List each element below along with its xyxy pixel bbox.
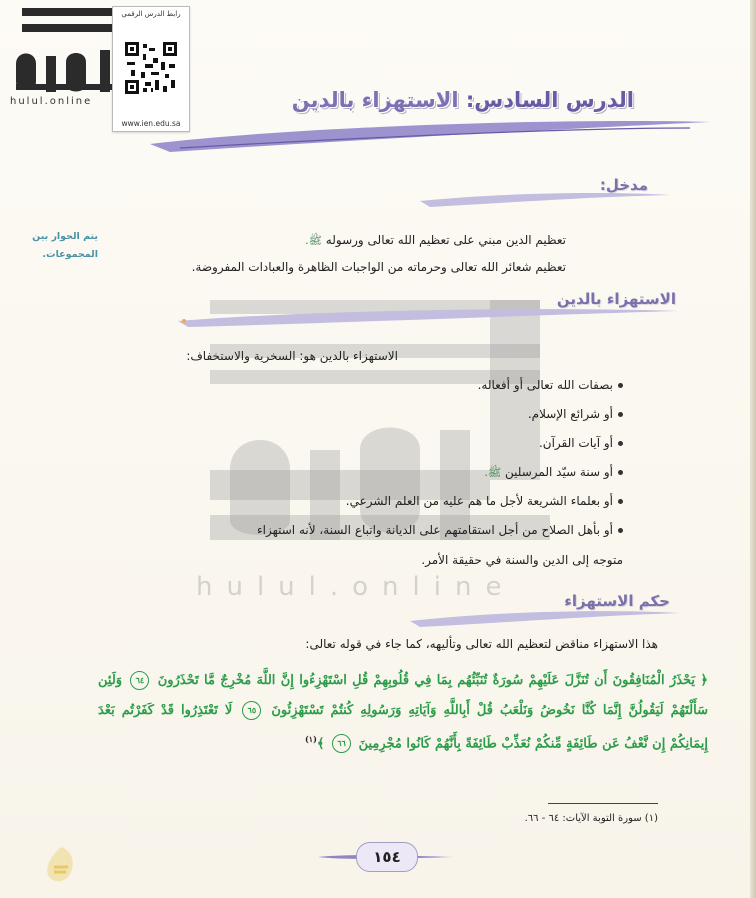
side-note-line1: يتم الحوار بين — [32, 231, 98, 242]
intro-header: مدخل: — [599, 176, 648, 194]
qr-url[interactable]: www.ien.edu.sa — [121, 119, 181, 128]
bullet-icon — [618, 441, 623, 446]
lesson-number: الدرس السادس: — [465, 88, 634, 112]
ruling-intro: هذا الاستهزاء مناقض لتعظيم الله تعالى وتأليهه، كما جاء في قوله تعالى: — [305, 637, 658, 651]
salutation-mark: ﷺ. — [484, 466, 502, 479]
mockery-item-text: أو شرائع الإسلام. — [527, 407, 613, 421]
page-number: ١٥٤ — [356, 842, 418, 872]
qr-caption: رابط الدرس الرقمي — [121, 10, 181, 18]
ayah-number-icon: ٦٤ — [130, 671, 149, 690]
title-swoosh — [150, 114, 710, 158]
footnote-divider — [548, 803, 658, 804]
verse-part: وَلَئِن سَأَلْتَهُمْ لَيَقُولُنَّ إِنَّمَا كُنَّا نَخُوضُ وَنَلْعَبُ قُلْ أَبِاللَّهِ وَآيَاتِهِ وَرَسُولِهِ كُنتُمْ تَسْتَهْزِئُونَ — [98, 673, 708, 718]
bullet-icon — [618, 499, 623, 504]
bullet-icon — [618, 383, 623, 388]
footnote: (١) سورة التوبة الآيات: ٦٤ - ٦٦. — [524, 813, 658, 824]
mockery-item-text: بصفات الله تعالى أو أفعاله. — [477, 378, 613, 392]
mockery-item — [539, 436, 623, 450]
mockery-item — [478, 378, 623, 392]
verse-part: لَا تَعْتَذِرُوا قَدْ كَفَرْتُم بَعْدَ إِيمَانِكُمْ إِن نَّعْفُ عَن طَائِفَةٍ مِّنكُمْ نُعَذِّبْ طَائِفَةً بِأَنَّهُمْ كَانُوا مُجْرِمِينَ — [98, 702, 708, 752]
bullet-icon — [618, 470, 623, 475]
mockery-item-text: أو سنة سيّد المرسلين — [505, 465, 613, 479]
footnote-reference: (١) — [304, 734, 317, 744]
qr-code-icon — [125, 23, 177, 113]
mockery-item — [257, 523, 623, 537]
verse-close: ﴾ — [316, 736, 325, 752]
bullet-icon — [618, 412, 623, 417]
lesson-title — [292, 88, 634, 112]
salutation-mark: ﷺ. — [305, 234, 322, 247]
quran-verse — [98, 666, 708, 759]
intro-line-2: تعظيم شعائر الله تعالى وحرماته من الواجبات الظاهرة والعبادات المفروضة. — [191, 260, 566, 274]
mockery-item-text: أو بعلماء الشريعة لأجل ما هم عليه من العلم الشرعي. — [345, 494, 613, 508]
watermark-text: hulul.online — [196, 572, 516, 602]
lesson-name: الاستهزاء بالدين — [291, 88, 459, 112]
mockery-definition: الاستهزاء بالدين هو: السخرية والاستخفاف: — [186, 349, 398, 363]
bullet-icon — [618, 528, 623, 533]
watermark-small-text: hulul.online — [10, 96, 93, 107]
page-edge — [750, 0, 756, 898]
corner-ornament-icon — [44, 845, 78, 885]
side-note-line2: المجموعات. — [42, 249, 98, 261]
mockery-item-text: أو بأهل الصلاح من أجل استقامتهم على الديانة واتباع السنة، لأنه استهزاء — [257, 523, 613, 537]
intro-line-1 — [305, 233, 566, 250]
intro-line-1-text: تعظيم الدين مبني على تعظيم الله تعالى ورسوله — [325, 233, 566, 247]
ayah-number-icon: ٦٦ — [332, 734, 351, 753]
ayah-number-icon: ٦٥ — [242, 701, 261, 720]
mockery-item-text: أو آيات القرآن. — [538, 436, 613, 450]
verse-part: ﴿ يَحْذَرُ الْمُنَافِقُونَ أَن تُنَزَّلَ عَلَيْهِمْ سُورَةٌ تُنَبِّئُهُم بِمَا فِي قُلُوبِهِمْ قُلِ اسْتَهْزِءُوا إِنَّ اللَّهَ مُخْرِجٌ مَّا تَحْذَرُونَ — [157, 673, 708, 688]
mockery-item — [484, 465, 623, 482]
mockery-item — [528, 407, 623, 421]
mockery-header: الاستهزاء بالدين — [556, 290, 676, 308]
side-note — [6, 228, 98, 264]
ruling-header: حكم الاستهزاء — [564, 592, 670, 610]
mockery-item-continuation: متوجه إلى الدين والسنة في حقيقة الأمر. — [421, 553, 623, 567]
mockery-item — [346, 494, 623, 508]
